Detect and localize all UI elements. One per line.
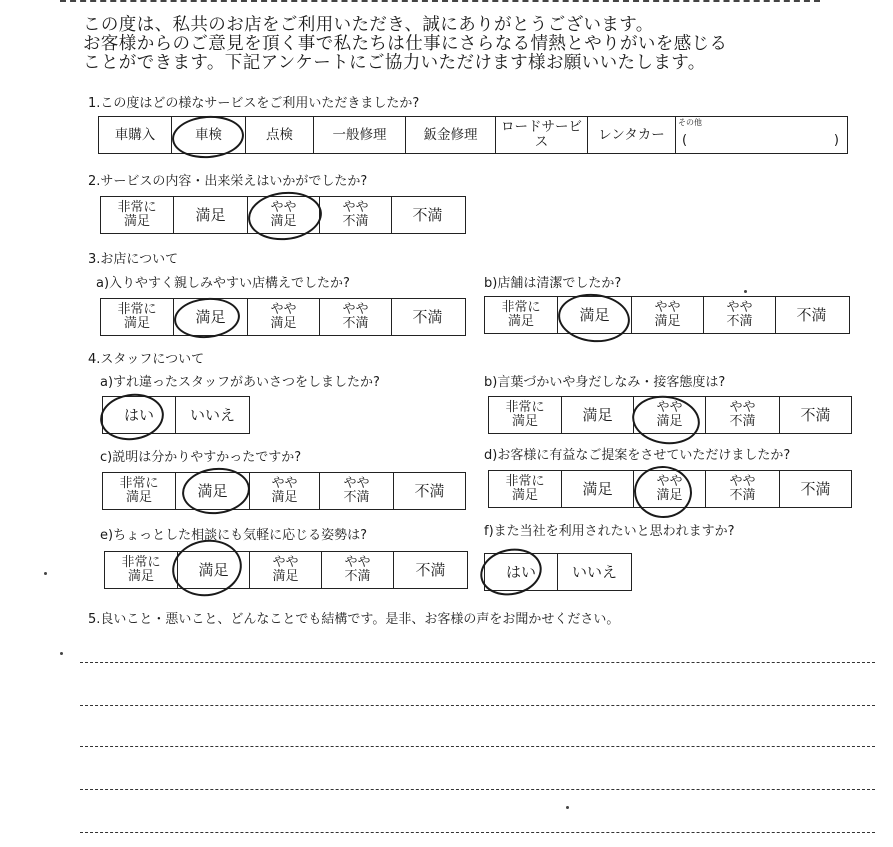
q4e-options xyxy=(104,551,468,589)
q4c-option-somewhat-satisfied[interactable]: やや 満足 xyxy=(249,473,319,509)
scan-speck xyxy=(566,806,569,809)
q2-option-somewhat-satisfied[interactable]: やや 満足 xyxy=(247,197,319,233)
q4e-option-somewhat-satisfied[interactable]: やや 満足 xyxy=(249,552,321,588)
q4f-options xyxy=(484,553,632,591)
q4a-option-no[interactable]: いいえ xyxy=(175,397,249,433)
q4d-option-dissatisfied[interactable]: 不満 xyxy=(779,471,851,507)
q1-other-caption: その他 xyxy=(678,118,702,127)
q3a-option-dissatisfied[interactable]: 不満 xyxy=(391,299,463,335)
q2-options xyxy=(100,196,466,234)
intro-line-1: この度は、私共のお店をご利用いただき、誠にありがとうございます。 xyxy=(83,15,654,35)
q4a-options xyxy=(102,396,250,434)
q3b-options xyxy=(484,296,850,334)
q3b-label: b)店舗は清潔でしたか? xyxy=(484,276,622,291)
q3b-option-satisfied[interactable]: 満足 xyxy=(557,297,631,333)
comment-line-3[interactable] xyxy=(80,746,875,747)
q4c-options xyxy=(102,472,466,510)
q4c-option-dissatisfied[interactable]: 不満 xyxy=(393,473,465,509)
q5-label: 5.良いこと・悪いこと、どんなことでも結構です。是非、お客様の声をお聞かせください。 xyxy=(88,612,620,627)
q4b-options xyxy=(488,396,852,434)
comment-line-1[interactable] xyxy=(80,662,875,663)
comment-line-5[interactable] xyxy=(80,832,875,833)
q1-option-rental-car[interactable]: レンタカー xyxy=(587,117,675,153)
q3b-option-dissatisfied[interactable]: 不満 xyxy=(775,297,847,333)
q3a-options xyxy=(100,298,466,336)
q1-other-close: ) xyxy=(833,133,839,148)
q4e-option-somewhat-dissatisfied[interactable]: やや 不満 xyxy=(321,552,393,588)
q1-option-shaken[interactable]: 車検 xyxy=(171,117,245,153)
q2-option-somewhat-dissatisfied[interactable]: やや 不満 xyxy=(319,197,391,233)
q4a-option-yes[interactable]: はい xyxy=(123,405,154,424)
scan-speck xyxy=(44,572,47,575)
q4b-option-very-satisfied[interactable]: 非常に 満足 xyxy=(505,400,545,429)
q4b-option-dissatisfied[interactable]: 不満 xyxy=(779,397,851,433)
q4e-option-dissatisfied[interactable]: 不満 xyxy=(393,552,467,588)
q4b-option-satisfied[interactable]: 満足 xyxy=(561,397,633,433)
q4b-option-somewhat-satisfied[interactable]: やや 満足 xyxy=(633,397,705,433)
q4f-option-yes[interactable]: はい xyxy=(505,562,536,581)
q3-label: 3.お店について xyxy=(88,252,179,267)
q1-option-body-repair[interactable]: 鈑金修理 xyxy=(405,117,495,153)
q4a-label: a)すれ違ったスタッフがあいさつをしましたか? xyxy=(100,375,380,390)
q4c-option-somewhat-dissatisfied[interactable]: やや 不満 xyxy=(319,473,393,509)
comment-line-2[interactable] xyxy=(80,705,875,706)
intro-text xyxy=(83,16,727,73)
q4e-option-satisfied[interactable]: 満足 xyxy=(177,552,249,588)
scan-speck xyxy=(60,652,63,655)
intro-line-2: お客様からのご意見を頂く事で私たちは仕事にさらなる情熱とやりがいを感じる xyxy=(83,34,728,54)
q3a-option-very-satisfied[interactable]: 非常に 満足 xyxy=(117,302,157,331)
q1-option-general-repair[interactable]: 一般修理 xyxy=(313,117,405,153)
q4d-option-somewhat-satisfied[interactable]: やや 満足 xyxy=(633,471,705,507)
q4f-option-no[interactable]: いいえ xyxy=(557,554,631,590)
scan-speck xyxy=(744,290,747,293)
q3a-option-somewhat-dissatisfied[interactable]: やや 不満 xyxy=(319,299,391,335)
q1-label: 1.この度はどの様なサービスをご利用いただきましたか? xyxy=(88,96,420,111)
q3a-option-satisfied[interactable]: 満足 xyxy=(173,299,247,335)
top-dashed-rule xyxy=(60,0,820,6)
q1-other-open: ( xyxy=(682,133,688,148)
q3b-option-somewhat-dissatisfied[interactable]: やや 不満 xyxy=(703,297,775,333)
q4e-option-very-satisfied[interactable]: 非常に 満足 xyxy=(121,555,161,584)
q4b-label: b)言葉づかいや身だしなみ・接客態度は? xyxy=(484,375,726,390)
q4c-option-satisfied[interactable]: 満足 xyxy=(175,473,249,509)
q2-option-very-satisfied[interactable]: 非常に 満足 xyxy=(117,200,157,229)
q4e-label: e)ちょっとした相談にも気軽に応じる姿勢は? xyxy=(100,528,367,543)
q4d-option-satisfied[interactable]: 満足 xyxy=(561,471,633,507)
q3a-option-somewhat-satisfied[interactable]: やや 満足 xyxy=(247,299,319,335)
q4c-option-very-satisfied[interactable]: 非常に 満足 xyxy=(119,476,159,505)
q3b-option-very-satisfied[interactable]: 非常に 満足 xyxy=(501,300,541,329)
q4f-label: f)また当社を利用されたいと思われますか? xyxy=(484,524,735,539)
q4b-option-somewhat-dissatisfied[interactable]: やや 不満 xyxy=(705,397,779,433)
q2-label: 2.サービスの内容・出来栄えはいかがでしたか? xyxy=(88,174,368,189)
q4d-option-somewhat-dissatisfied[interactable]: やや 不満 xyxy=(705,471,779,507)
comment-line-4[interactable] xyxy=(80,789,875,790)
q4d-option-very-satisfied[interactable]: 非常に 満足 xyxy=(505,474,545,503)
q1-option-other[interactable] xyxy=(675,117,847,153)
q3a-label: a)入りやすく親しみやすい店構えでしたか? xyxy=(96,276,350,291)
intro-line-3: ことができます。下記アンケートにご協力いただけます様お願いいたします。 xyxy=(83,53,706,73)
q4d-label: d)お客様に有益なご提案をさせていただけましたか? xyxy=(484,448,791,463)
q4c-label: c)説明は分かりやすかったですか? xyxy=(100,450,302,465)
q1-options xyxy=(98,116,848,154)
q1-option-inspection[interactable]: 点検 xyxy=(245,117,313,153)
q1-option-car-purchase[interactable]: 車購入 xyxy=(114,126,156,143)
q2-option-satisfied[interactable]: 満足 xyxy=(173,197,247,233)
q4d-options xyxy=(488,470,852,508)
q4-label: 4.スタッフについて xyxy=(88,352,205,367)
q1-option-road-service[interactable]: ロードサービス xyxy=(495,117,587,153)
q2-option-dissatisfied[interactable]: 不満 xyxy=(391,197,463,233)
q3b-option-somewhat-satisfied[interactable]: やや 満足 xyxy=(631,297,703,333)
